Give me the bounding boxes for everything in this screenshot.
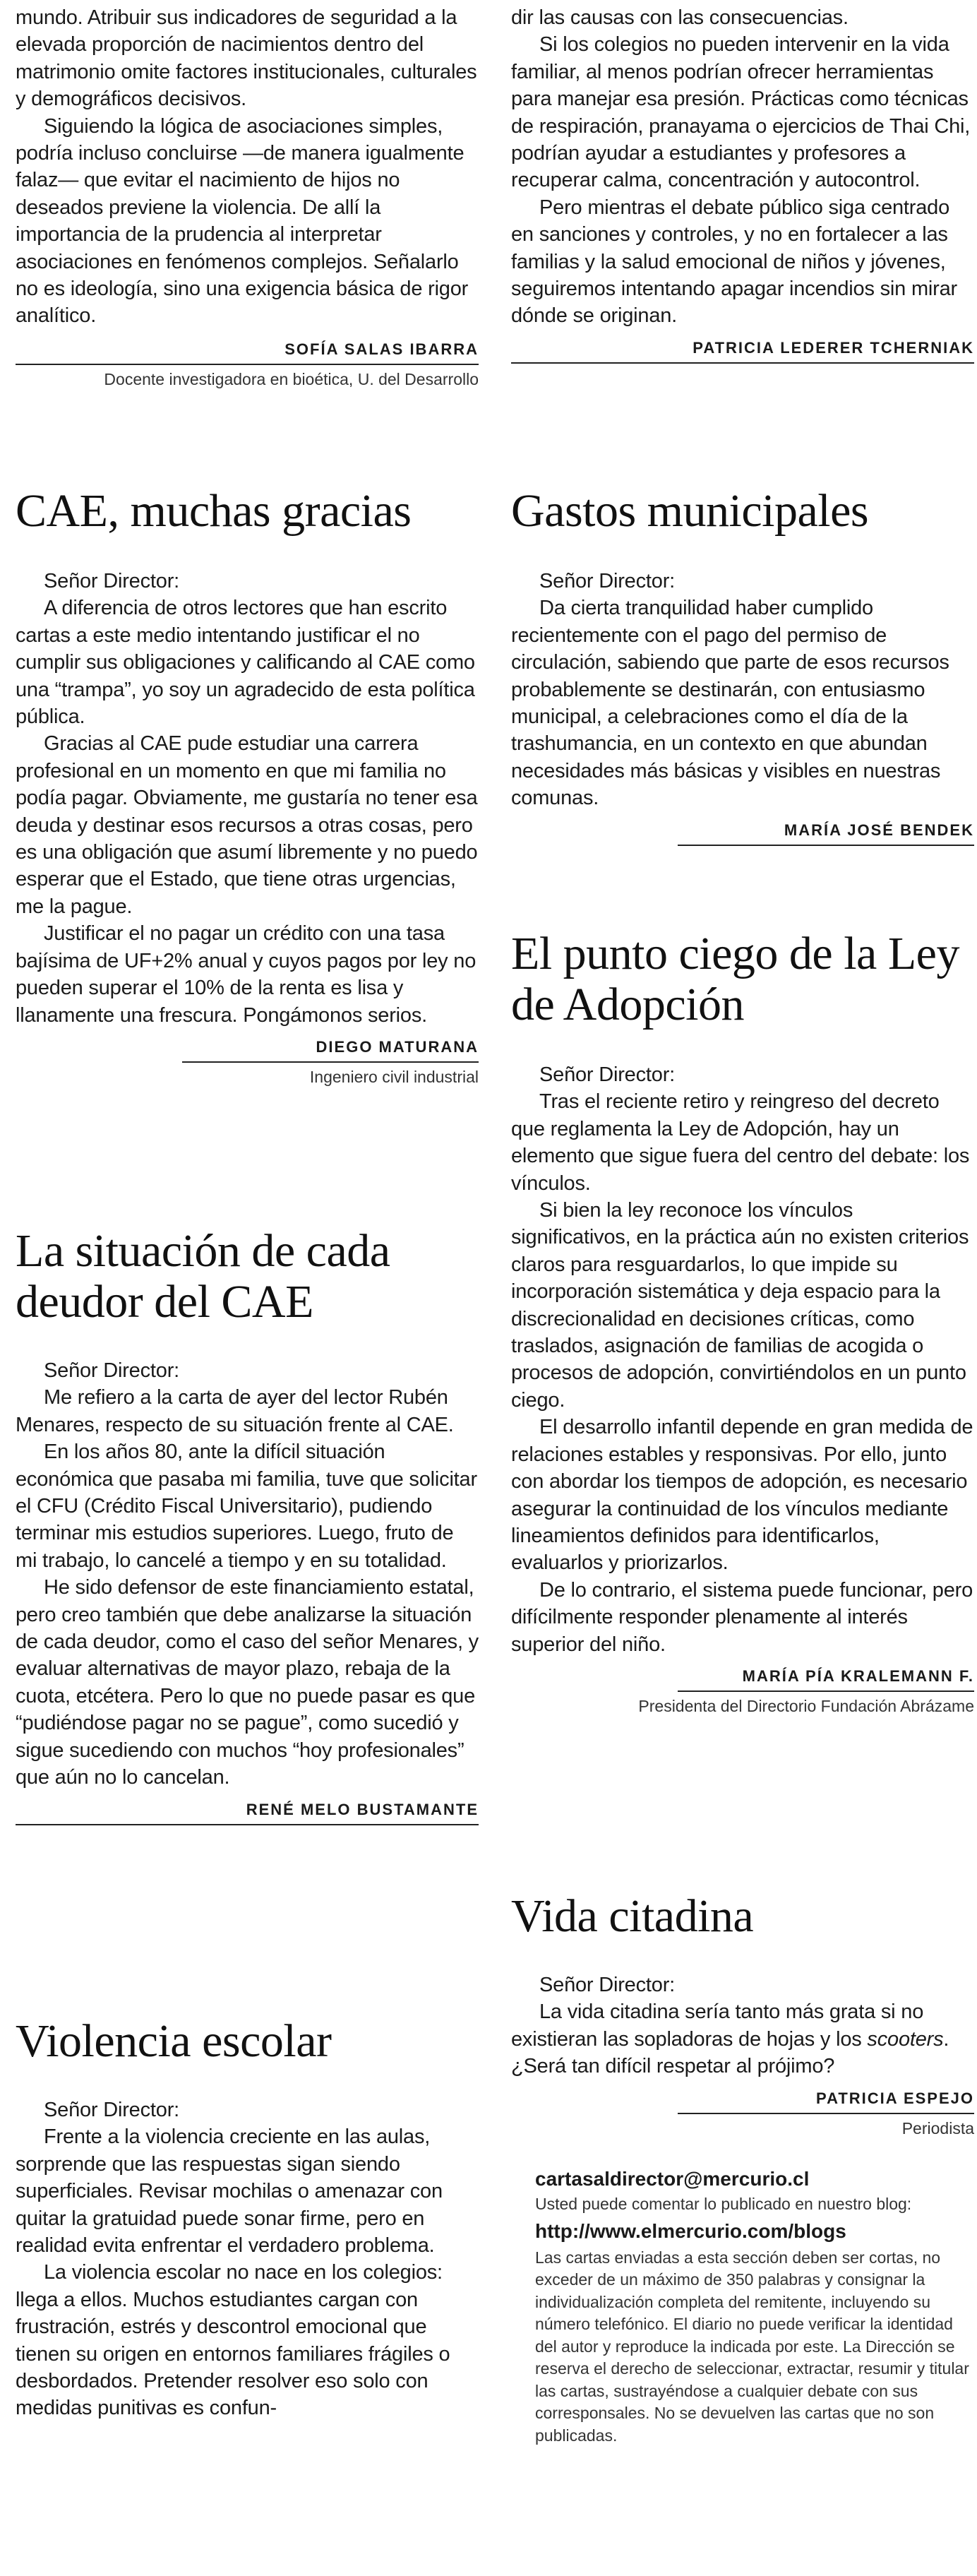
letter-vida-citadina [511, 1891, 974, 2138]
greeting: Señor Director: [44, 2099, 180, 2121]
paragraph: Da cierta tranquilidad haber cumplido recientemente con el pago del permiso de circulación, sabiendo que parte de esos recursos probablemente se destinarán, con entusiasmo municipal, a celebraciones como el día de la trashumancia, en un contexto en que abundan necesidades más básicas y visibles en nuestras comunas. [511, 597, 949, 810]
letter-situacion-deudor [16, 1226, 479, 1825]
author-role: Docente investigadora en bioética, U. del Desarrollo [104, 369, 479, 388]
divider [678, 845, 974, 846]
letter-headline: Vida citadina [511, 1890, 754, 1942]
paragraph: mundo. Atribuir sus indicadores de seguridad a la elevada proporción de nacimientos dentro del matrimonio omite factores institucionales, culturales y demográficos decisivos. [16, 6, 477, 111]
greeting: Señor Director: [539, 1063, 676, 1086]
divider [678, 2113, 974, 2114]
paragraph: Me refiero a la carta de ayer del lector Rubén Menares, respecto de su situación frente al CAE. [16, 1386, 454, 1436]
contact-info-box [535, 2168, 974, 2447]
divider [182, 1061, 479, 1063]
author-role: Periodista [901, 2118, 974, 2137]
author-role: Presidenta del Directorio Fundación Abrázame [638, 1696, 974, 1715]
submission-rules: Las cartas enviadas a esta sección deben ser cortas, no exceder de un máximo de 350 palabras y consignar la individualización completa del remitente, incluyendo su número telefónico. El diario no puede verificar la identidad del autor y reproduce la indicada por este. La Dirección se reserva el derecho de seleccionar, extractar, resumir y titular las cartas, sustrayéndose a cualquier debate con sus corresponsales. No se devuelven las cartas que no son publicadas. [535, 2248, 969, 2445]
blog-note: Usted puede comentar lo publicado en nuestro blog: [535, 2195, 912, 2213]
letter-violencia-escolar [16, 2016, 479, 2422]
letter-headline: Gastos municipales [511, 485, 869, 537]
signature: RENÉ MELO BUSTAMANTE [246, 1800, 479, 1818]
emphasis-scooters: scooters [867, 2027, 944, 2051]
greeting: Señor Director: [44, 1359, 180, 1382]
paragraph: La violencia escolar no nace en los colegios: llega a ellos. Muchos estudiantes cargan con frustración, estrés y descontrol emocional que tienen su origen en entornos familiares frágiles o desbordados. Pretender resolver eso solo con medidas punitivas es confun- [16, 2261, 450, 2420]
letter-gastos-municipales [511, 486, 974, 846]
contact-email[interactable]: cartasaldirector@mercurio.cl [535, 2168, 810, 2190]
paragraph: He sido defensor de este financiamiento estatal, pero creo también que debe analizarse la situación de cada deudor, como el caso del señor Menares, y evaluar alternativas de mayor plazo, rebaja de la cuota, etcétera. Pero lo que no puede pasar es que “pudiéndose pagar no se pague”, como sucedió y sigue sucediendo con muchos “hoy profesionales” que aún no lo cancelan. [16, 1576, 479, 1789]
letter-headline: La situación de cada deudor del CAE [16, 1225, 390, 1328]
signature: PATRICIA ESPEJO [816, 2089, 974, 2107]
text-segment: . ¿Será tan difícil respetar al prójimo? [511, 2027, 949, 2078]
divider [16, 1824, 479, 1825]
blog-link[interactable]: http://www.elmercurio.com/blogs [535, 2219, 846, 2242]
paragraph: dir las causas con las consecuencias. [511, 6, 849, 29]
signature: PATRICIA LEDERER TCHERNIAK [693, 338, 974, 357]
letter-headline: El punto ciego de la Ley de Adopción [511, 928, 959, 1030]
paragraph: Siguiendo la lógica de asociaciones simples, podría incluso concluirse —de manera igualmente falaz— que evitar el nacimiento de hijos no deseados previene la violencia. De allí la importancia de la prudencia al interpretar asociaciones en fenómenos complejos. Señalarlo no es ideología, sino una exigencia básica de rigor analítico. [16, 114, 469, 328]
text-segment: La vida citadina sería tanto más grata si no existieran las sopladoras de hojas y los [511, 2000, 924, 2051]
signature: MARÍA PÍA KRALEMANN F. [742, 1666, 974, 1685]
paragraph: De lo contrario, el sistema puede funcionar, pero difícilmente responder plenamente al interés superior del niño. [511, 1578, 973, 1656]
signature: SOFÍA SALAS IBARRA [284, 340, 479, 358]
paragraph: Frente a la violencia creciente en las aulas, sorprende que las respuestas sigan siendo superficiales. Revisar mochilas o amenazar con quitar la gratuidad puede sonar firme, pero en realidad evita enfrentar el verdadero problema. [16, 2125, 443, 2258]
signature: DIEGO MATURANA [316, 1037, 479, 1056]
signature: MARÍA JOSÉ BENDEK [784, 821, 974, 839]
paragraph: Si bien la ley reconoce los vínculos significativos, en la práctica aún no existen criterios claros para resguardarlos, lo que impide su incorporación sistemática y deja espacio para la discrecionalidad en decisiones críticas, como traslados, asignación de familias de acogida o procesos de adopción, convirtiéndolos en un punto ciego. [511, 1199, 969, 1412]
paragraph [511, 1998, 974, 2080]
paragraph: En los años 80, ante la difícil situación económica que pasaba mi familia, tuve que solicitar el CFU (Crédito Fiscal Universitario), pudiendo terminar mis estudios superiores. Luego, fruto de mi trabajo, lo cancelé a tiempo y en su totalidad. [16, 1441, 477, 1572]
divider [678, 1690, 974, 1692]
paragraph: Si los colegios no pueden intervenir en la vida familiar, al menos podrían ofrecer herramientas para manejar esa presión. Prácticas como técnicas de respiración, pranayama o ejercicios de Thai Chi, podrían ayudar a estudiantes y profesores a recuperar calma, concentración y autocontrol. [511, 33, 971, 192]
letter-continued-lederer [511, 4, 974, 364]
letter-continued-salas [16, 4, 479, 389]
letter-headline: Violencia escolar [16, 2015, 332, 2067]
author-role: Ingeniero civil industrial [309, 1067, 479, 1086]
paragraph: Justificar el no pagar un crédito con una tasa bajísima de UF+2% anual y cuyos pagos por ley no pueden superar el 10% de la renta es lisa y llanamente una frescura. Pongámonos serios. [16, 922, 476, 1027]
divider [511, 362, 974, 364]
letter-cae-gracias [16, 486, 479, 1087]
paragraph: A diferencia de otros lectores que han escrito cartas a este medio intentando justificar el no cumplir sus obligaciones y calificando al CAE como una “trampa”, yo soy un agradecido de esta política pública. [16, 597, 475, 729]
paragraph: Tras el reciente retiro y reingreso del decreto que reglamenta la Ley de Adopción, hay un elemento que sigue fuera del centro del debate: los vínculos. [511, 1090, 970, 1195]
paragraph: Gracias al CAE pude estudiar una carrera profesional en un momento en que mi familia no podía pagar. Obviamente, me gustaría no tener esa deuda y destinar esos recursos a otras cosas, pero es una obligación que asumí libremente y no puedo esperar que el Estado, que tiene otras urgencias, me la pague. [16, 732, 478, 918]
divider [16, 364, 479, 365]
paragraph: El desarrollo infantil depende en gran medida de relaciones estables y responsivas. Por ello, junto con abordar los tiempos de adopción, es necesario asegurar la continuidad de los vínculos mediante lineamientos definidos para identificarlos, evaluarlos y priorizarlos. [511, 1416, 973, 1575]
letter-headline: CAE, muchas gracias [16, 485, 412, 537]
greeting: Señor Director: [539, 570, 676, 592]
letter-ley-adopcion [511, 929, 974, 1716]
paragraph: Pero mientras el debate público siga centrado en sanciones y controles, y no en fortalecer a las familias y la salud emocional de niños y jóvenes, seguiremos intentando apagar incendios sin mirar dónde se originan. [511, 196, 957, 328]
greeting: Señor Director: [539, 1974, 676, 1996]
greeting: Señor Director: [44, 570, 180, 592]
